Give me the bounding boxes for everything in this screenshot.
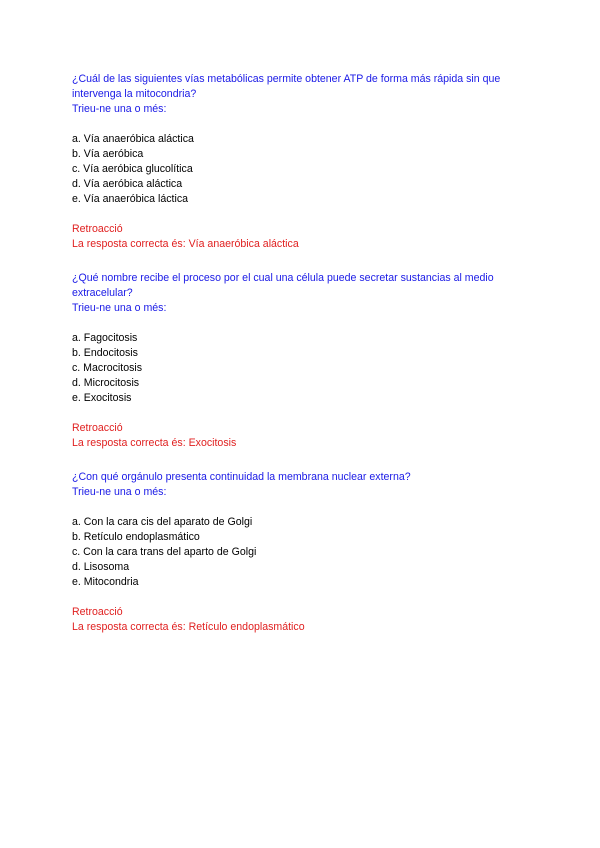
feedback-title: Retroacció <box>72 422 123 434</box>
option-c: c. Macrocitosis <box>72 362 143 374</box>
question-block-3 <box>72 470 542 635</box>
option-e: e. Exocitosis <box>72 392 132 404</box>
option-b: b. Endocitosis <box>72 347 138 359</box>
option-e: e. Vía anaeróbica láctica <box>72 193 189 205</box>
option-b: b. Retículo endoplasmático <box>72 531 200 543</box>
question-instruction: Trieu-ne una o més: <box>72 486 167 498</box>
question-instruction: Trieu-ne una o més: <box>72 103 167 115</box>
options-list <box>72 515 542 590</box>
question-text: ¿Qué nombre recibe el proceso por el cual una célula puede secretar sustancias al medio extracelular? <box>72 272 494 299</box>
option-b: b. Vía aeróbica <box>72 148 144 160</box>
option-d: d. Microcitosis <box>72 377 140 389</box>
option-a: a. Vía anaeróbica aláctica <box>72 133 194 145</box>
options-list <box>72 132 542 207</box>
option-c: c. Vía aeróbica glucolítica <box>72 163 193 175</box>
feedback-answer: La resposta correcta és: Exocitosis <box>72 437 237 449</box>
feedback-answer: La resposta correcta és: Retículo endoplasmático <box>72 621 305 633</box>
option-a: a. Fagocitosis <box>72 332 138 344</box>
option-a: a. Con la cara cis del aparato de Golgi <box>72 516 253 528</box>
feedback-title: Retroacció <box>72 223 123 235</box>
feedback-answer: La resposta correcta és: Vía anaeróbica aláctica <box>72 238 299 250</box>
document-page <box>72 72 542 654</box>
option-c: c. Con la cara trans del aparto de Golgi <box>72 546 257 558</box>
option-d: d. Vía aeróbica aláctica <box>72 178 183 190</box>
feedback-title: Retroacció <box>72 606 123 618</box>
question-text: ¿Con qué orgánulo presenta continuidad la membrana nuclear externa? <box>72 471 411 483</box>
question-block-1 <box>72 72 542 252</box>
question-instruction: Trieu-ne una o més: <box>72 302 167 314</box>
question-block-2 <box>72 271 542 451</box>
option-d: d. Lisosoma <box>72 561 130 573</box>
question-text: ¿Cuál de las siguientes vías metabólicas permite obtener ATP de forma más rápida sin que intervenga la mitocondria? <box>72 73 501 100</box>
option-e: e. Mitocondria <box>72 576 139 588</box>
options-list <box>72 331 542 406</box>
